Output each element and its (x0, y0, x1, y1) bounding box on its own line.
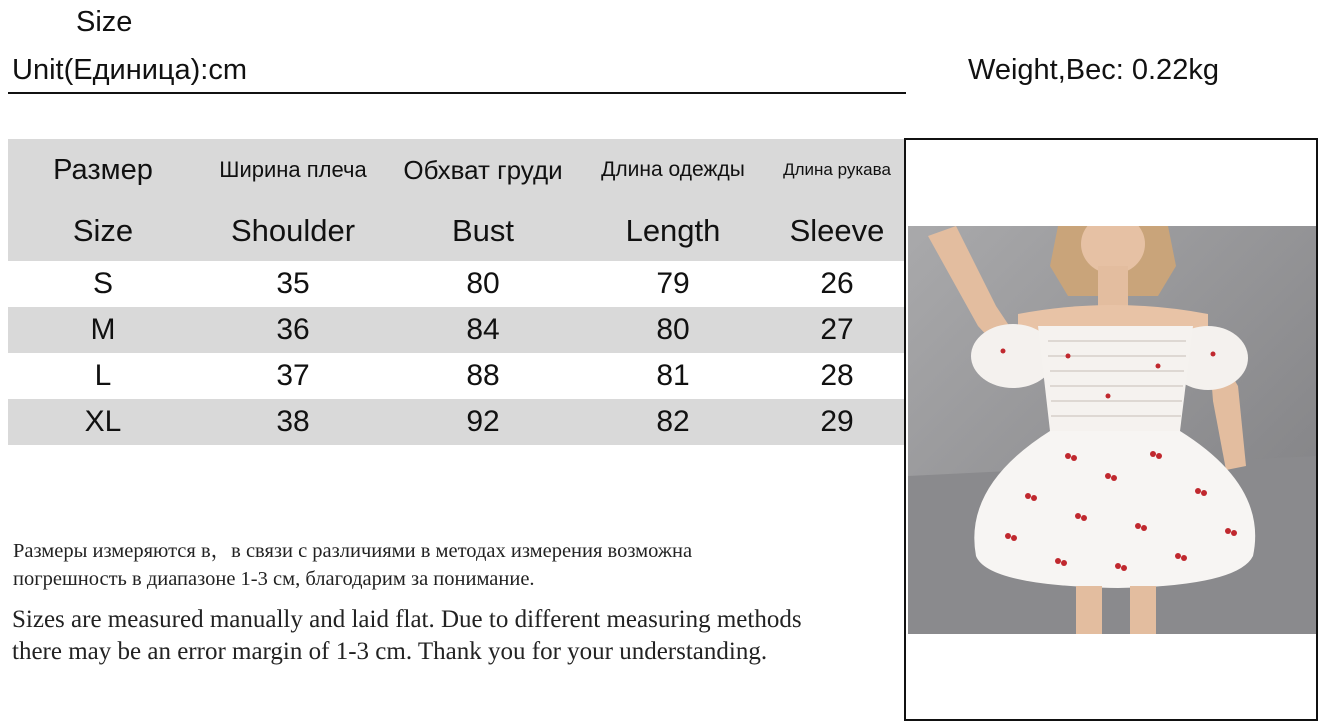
header-ru-length: Длина одежды (578, 139, 768, 201)
header-en-length: Length (578, 201, 768, 261)
header-ru-size: Размер (8, 139, 198, 201)
table-row (8, 261, 906, 307)
cell-shoulder: 35 (276, 267, 310, 300)
header-ru-bust: Обхват груди (388, 139, 578, 201)
cell-bust: 84 (388, 307, 578, 353)
header-en-size: Size (8, 201, 198, 261)
cell-bust: 80 (466, 267, 500, 300)
measurement-note-ru (13, 537, 913, 593)
header-en-sleeve: Sleeve (768, 201, 906, 261)
header-row-ru (8, 139, 906, 201)
cell-bust: 92 (388, 399, 578, 445)
divider (8, 92, 906, 94)
product-photo-frame (904, 138, 1318, 721)
cell-size: XL (8, 399, 198, 445)
measurement-note-en (12, 604, 912, 668)
size-chart-table (8, 139, 906, 445)
unit-label: Unit(Единица):cm (12, 54, 248, 86)
cell-length: 81 (656, 359, 690, 392)
note-ru-line: погрешность в диапазоне 1-3 см, благодарим за понимание. (13, 568, 535, 590)
cell-bust: 88 (466, 359, 500, 392)
note-en-line: Sizes are measured manually and laid flat. Due to different measuring methods (12, 606, 802, 633)
table-row (8, 399, 906, 445)
header-ru-sleeve: Длина рукава (768, 139, 906, 201)
note-ru-line: Размеры измеряются в，в связи с различиями в методах измерения возможна (13, 540, 693, 562)
cell-length: 79 (656, 267, 690, 300)
cell-length: 80 (578, 307, 768, 353)
cell-size: L (94, 359, 112, 392)
cell-size: S (92, 267, 113, 300)
table-row (8, 307, 906, 353)
note-en-line: there may be an error margin of 1-3 cm. Thank you for your understanding. (12, 638, 768, 665)
product-photo (908, 226, 1316, 634)
cell-shoulder: 36 (198, 307, 388, 353)
cell-length: 82 (578, 399, 768, 445)
weight-label: Weight,Вес: 0.22kg (968, 54, 1219, 86)
cell-sleeve: 28 (820, 359, 854, 392)
header-row-en (8, 201, 906, 261)
size-title: Size (76, 6, 133, 38)
cell-shoulder: 37 (276, 359, 310, 392)
cell-sleeve: 27 (768, 307, 906, 353)
header-en-bust: Bust (388, 201, 578, 261)
header-ru-shoulder: Ширина плеча (198, 139, 388, 201)
cell-sleeve: 29 (768, 399, 906, 445)
cell-shoulder: 38 (198, 399, 388, 445)
cell-sleeve: 26 (820, 267, 854, 300)
table-row (8, 353, 906, 399)
cell-size: M (8, 307, 198, 353)
dress-illustration (908, 226, 1316, 634)
header-en-shoulder: Shoulder (198, 201, 388, 261)
